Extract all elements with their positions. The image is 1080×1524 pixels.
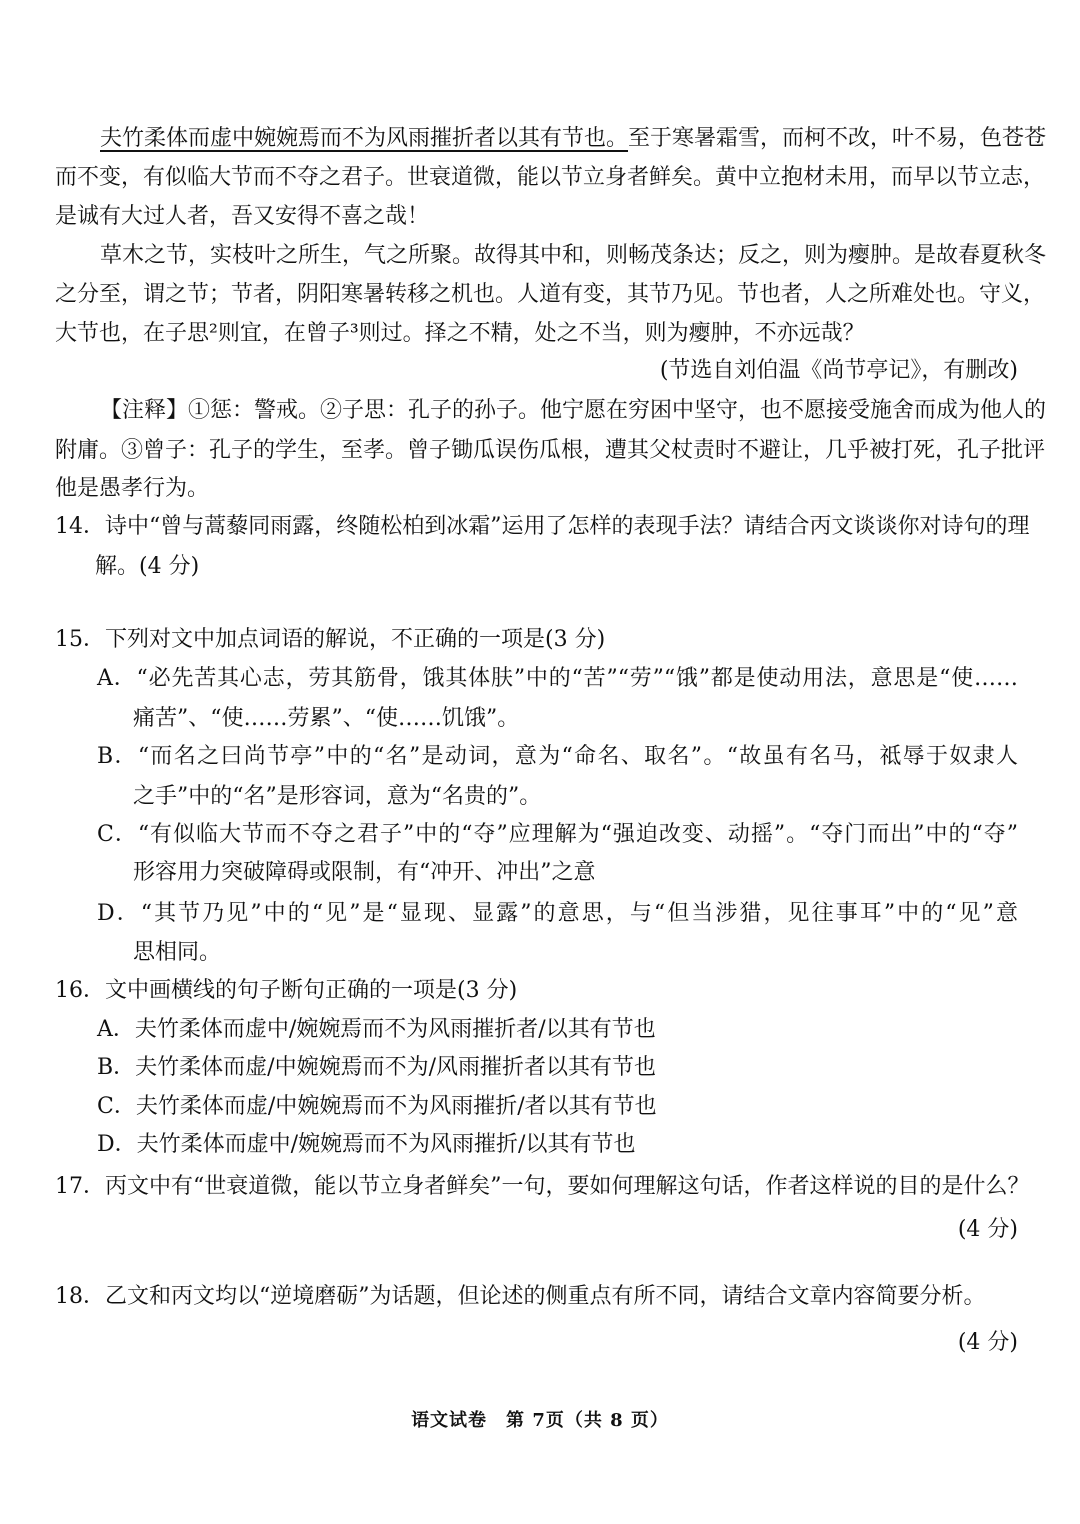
passage-line: 之分至，谓之节；节者，阴阳寒暑转移之机也。人道有变，其节乃见。节也者，人之所难处也。守义， <box>55 282 1046 307</box>
question-15-option-d-cont: 思相同。 <box>133 940 222 965</box>
passage-line: 草木之节，实枝叶之所生，气之所聚。故得其中和，则畅茂条达；反之，则为瘿肿。是故春夏秋冬 <box>100 243 1047 268</box>
question-15-option-c-cont: 形容用力突破障碍或限制，有“冲开、冲出”之意 <box>133 860 596 885</box>
question-18-stem: 18．乙文和丙文均以“逆境磨砺”为话题，但论述的侧重点有所不同，请结合文章内容简要分析。 <box>55 1284 986 1309</box>
question-15-stem: 15．下列对文中加点词语的解说，不正确的一项是(3 分) <box>55 627 606 652</box>
question-16-option-b: B．夫竹柔体而虚/中婉婉焉而不为/风雨摧折者以其有节也 <box>97 1055 656 1080</box>
passage-line: 是诚有大过人者，吾又安得不喜之哉！ <box>55 204 430 229</box>
annotation-line: 【注释】①惩：警戒。②子思：孔子的孙子。他宁愿在穷困中坚守，也不愿接受施舍而成为他人的 <box>100 398 1047 423</box>
question-17-score: (4 分) <box>957 1217 1018 1242</box>
passage-line: 而不变，有似临大节而不夺之君子。世衰道微，能以节立身者鲜矣。黄中立抱材未用，而早以节立志， <box>55 165 1046 190</box>
question-15-option-b: B．“而名之曰尚节亭”中的“名”是动词，意为“命名、取名”。“故虽有名马，祗辱于奴隶人 <box>97 744 1018 769</box>
question-14-stem: 14．诗中“曾与蒿藜同雨露，终随松柏到冰霜”运用了怎样的表现手法？请结合丙文谈谈你对诗句的理 <box>55 514 1030 539</box>
question-15-option-a: A．“必先苦其心志，劳其筋骨，饿其体肤”中的“苦”“劳”“饿”都是使动用法，意思是“使…… <box>97 666 1018 691</box>
passage-line <box>100 124 1047 154</box>
question-18-score: (4 分) <box>957 1330 1018 1355</box>
question-16-stem: 16．文中画横线的句子断句正确的一项是(3 分) <box>55 978 518 1003</box>
page-footer: 语文试卷 第 7页（共 8 页） <box>411 1410 669 1431</box>
question-17-stem: 17．丙文中有“世衰道微，能以节立身者鲜矣”一句，要如何理解这句话，作者这样说的目的是什么？ <box>55 1174 1030 1199</box>
question-16-option-d: D．夫竹柔体而虚中/婉婉焉而不为风雨摧折/以其有节也 <box>97 1132 636 1157</box>
passage-line: 大节也，在子思²则宜，在曾子³则过。择之不精，处之不当，则为瘿肿，不亦远哉？ <box>55 321 865 346</box>
question-14-stem-cont: 解。(4 分) <box>95 554 200 579</box>
question-15-option-d: D．“其节乃见”中的“见”是“显现、显露”的意思，与“但当涉猎，见往事耳”中的“见”意 <box>97 901 1018 926</box>
underlined-sentence: 夫竹柔体而虚中婉婉焉而不为风雨摧折者以其有节也。 <box>100 126 629 151</box>
question-15-option-a-cont: 痛苦”、“使……劳累”、“使……饥饿”。 <box>133 706 520 731</box>
question-16-option-c: C．夫竹柔体而虚/中婉婉焉而不为风雨摧折/者以其有节也 <box>97 1094 657 1119</box>
question-15-option-c: C．“有似临大节而不夺之君子”中的“夺”应理解为“强迫改变、动摇”。“夺门而出”中的“夺” <box>97 822 1018 847</box>
annotation-line: 附庸。③曾子：孔子的学生，至孝。曾子锄瓜误伤瓜根，遭其父杖责时不避让，几乎被打死，孔子批评 <box>55 438 1046 463</box>
question-15-option-b-cont: 之手”中的“名”是形容词，意为“名贵的”。 <box>133 784 542 809</box>
passage-source: (节选自刘伯温《尚节亭记》，有删改) <box>659 358 1018 383</box>
passage-text: 至于寒暑霜雪，而柯不改，叶不易，色苍苍 <box>628 126 1047 151</box>
annotation-line: 他是愚孝行为。 <box>55 476 210 501</box>
question-16-option-a: A．夫竹柔体而虚中/婉婉焉而不为风雨摧折者/以其有节也 <box>97 1017 656 1042</box>
